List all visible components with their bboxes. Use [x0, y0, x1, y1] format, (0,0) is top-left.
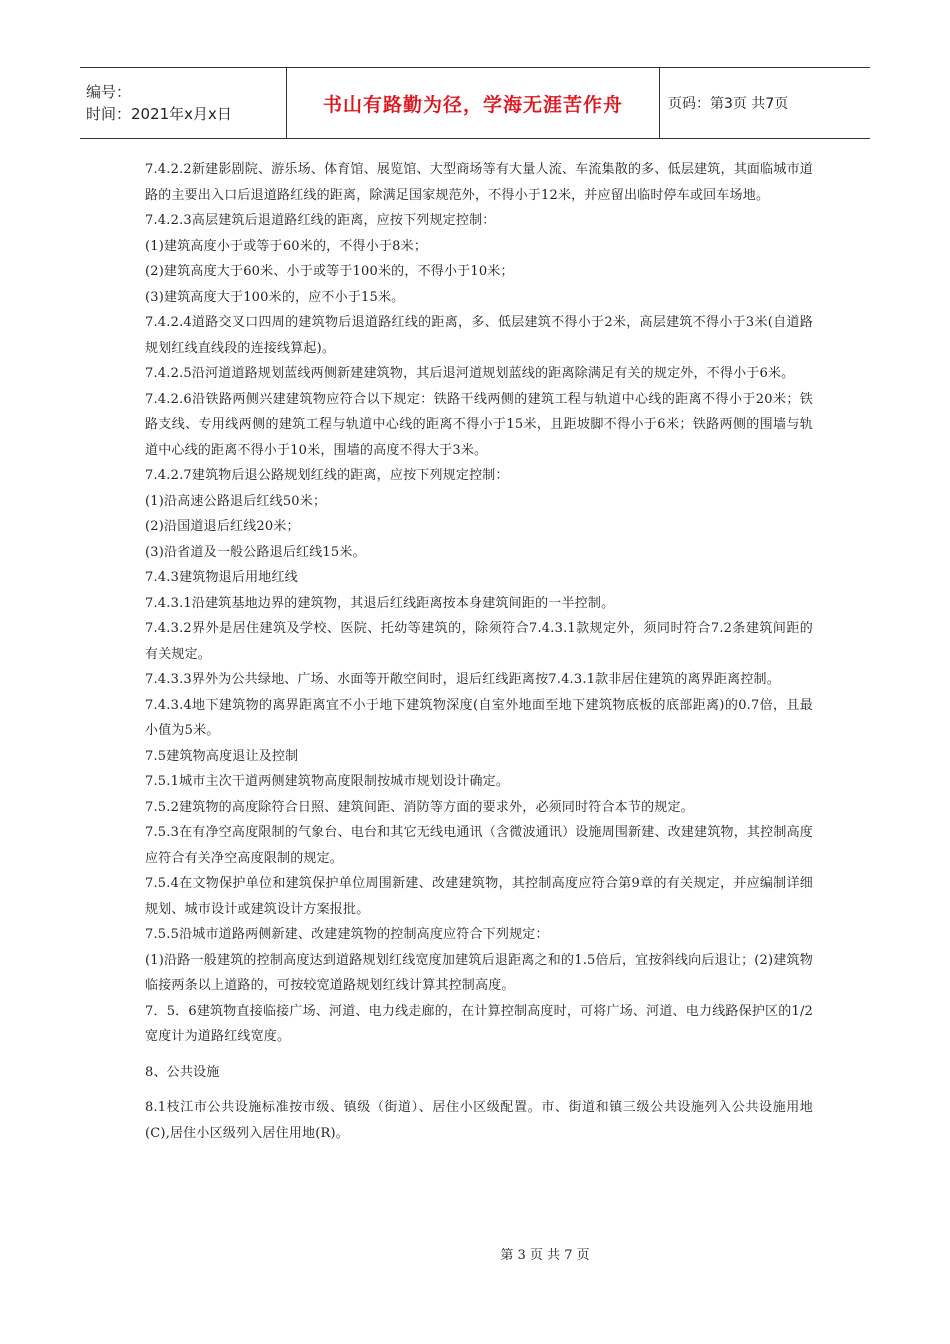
header-motto-cell: [286, 68, 660, 138]
document-date: 时间：2021年x月x日: [86, 105, 232, 123]
paragraph: 7.4.2.2新建影剧院、游乐场、体育馆、展览馆、大型商场等有大量人流、车流集散的多、低层建筑，其面临城市道路的主要出入口后退道路红线的距离，除满足国家规范外，不得小于12米，并应留出临时停车或回车场地。: [145, 162, 813, 203]
footer-page-number: 第 3 页 共 7 页: [500, 1248, 590, 1263]
paragraph: 7.5.1城市主次干道两侧建筑物高度限制按城市规划设计确定。: [145, 774, 510, 789]
list-item: (2)建筑高度大于60米、小于或等于100米的，不得小于10米；: [145, 264, 514, 279]
paragraph: 7.4.2.7建筑物后退公路规划红线的距离，应按下列规定控制：: [145, 468, 509, 483]
section-heading: 7.5建筑物高度退让及控制: [145, 748, 299, 764]
paragraph: 7.5.2建筑物的高度除符合日照、建筑间距、消防等方面的要求外，必须同时符合本节的规定。: [145, 799, 694, 815]
list-item: (2)沿国道退后红线20米；: [145, 519, 300, 534]
list-item: (1)沿高速公路退后红线50米；: [145, 493, 327, 509]
paragraph: 7.5.4在文物保护单位和建筑保护单位周围新建、改建建筑物，其控制高度应符合第9章的有关规定，并应编制详细规划、城市设计或建筑设计方案报批。: [145, 876, 813, 917]
paragraph: 7.4.3.3界外为公共绿地、广场、水面等开敞空间时，退后红线距离按7.4.3.1款非居住建筑的离界距离控制。: [145, 672, 780, 687]
paragraph: 7.4.3.4地下建筑物的离界距离宜不小于地下建筑物深度(自室外地面至地下建筑物底板的底部距离)的0.7倍，且最小值为5米。: [145, 697, 813, 738]
paragraph: 8.1枝江市公共设施标准按市级、镇级（街道）、居住小区级配置。市、街道和镇三级公共设施列入公共设施用地(C),居住小区级列入居住用地(R)。: [145, 1100, 813, 1141]
list-item: (3)建筑高度大于100米的，应不小于15米。: [145, 289, 405, 305]
list-item: (1)建筑高度小于或等于60米的，不得小于8米；: [145, 238, 428, 254]
paragraph: 7.5.3在有净空高度限制的气象台、电台和其它无线电通讯（含微波通讯）设施周围新建、改建建筑物，其控制高度应符合有关净空高度限制的规定。: [145, 825, 813, 866]
document-body: [145, 157, 813, 1146]
paragraph: 7.4.2.6沿铁路两侧兴建建筑物应符合以下规定：铁路干线两侧的建筑工程与轨道中心线的距离不得小于20米；铁路支线、专用线两侧的建筑工程与轨道中心线的距离不得小于15米，且距坡脚不得小于6米；铁路两侧的围墙与轨道中心线的距离不得小于10米，围墙的高度不得大于3米。: [145, 391, 813, 458]
list-item: (3)沿省道及一般公路退后红线15米。: [145, 544, 366, 560]
motto-text: 书山有路勤为径，学海无涯苦作舟: [322, 93, 623, 116]
page-header: [80, 67, 870, 139]
paragraph: 7.4.2.4道路交叉口四周的建筑物后退道路红线的距离，多、低层建筑不得小于2米，高层建筑不得小于3米(自道路规划红线直线段的连接线算起)。: [145, 315, 813, 356]
paragraph: (1)沿路一般建筑的控制高度达到道路规划红线宽度加建筑后退距离之和的1.5倍后，宜按斜线向后退让；(2)建筑物临接两条以上道路的，可按较宽道路规划红线计算其控制高度。: [145, 952, 813, 993]
paragraph: 7.4.2.3高层建筑后退道路红线的距离，应按下列规定控制：: [145, 213, 496, 228]
header-page-info: [660, 68, 870, 138]
paragraph: 7．5．6建筑物直接临接广场、河道、电力线走廊的，在计算控制高度时，可将广场、河道、电力线路保护区的1/2宽度计为道路红线宽度。: [145, 1003, 813, 1044]
paragraph: 7.4.2.5沿河道道路规划蓝线两侧新建建筑物，其后退河道规划蓝线的距离除满足有关的规定外，不得小于6米。: [145, 366, 795, 381]
page-number-info: 页码：第3页 共7页: [668, 96, 789, 112]
chapter-heading: 8、公共设施: [145, 1064, 220, 1080]
paragraph: 7.4.3.1沿建筑基地边界的建筑物，其退后红线距离按本身建筑间距的一半控制。: [145, 595, 615, 611]
paragraph: 7.5.5沿城市道路两侧新建、改建建筑物的控制高度应符合下列规定：: [145, 927, 549, 942]
page-footer: [0, 1244, 950, 1263]
paragraph: 7.4.3.2界外是居住建筑及学校、医院、托幼等建筑的，除须符合7.4.3.1款规定外，须同时符合7.2条建筑间距的有关规定。: [145, 621, 813, 662]
section-heading: 7.4.3建筑物退后用地红线: [145, 570, 298, 585]
document-number-label: 编号：: [86, 83, 132, 101]
header-meta: [80, 68, 286, 138]
